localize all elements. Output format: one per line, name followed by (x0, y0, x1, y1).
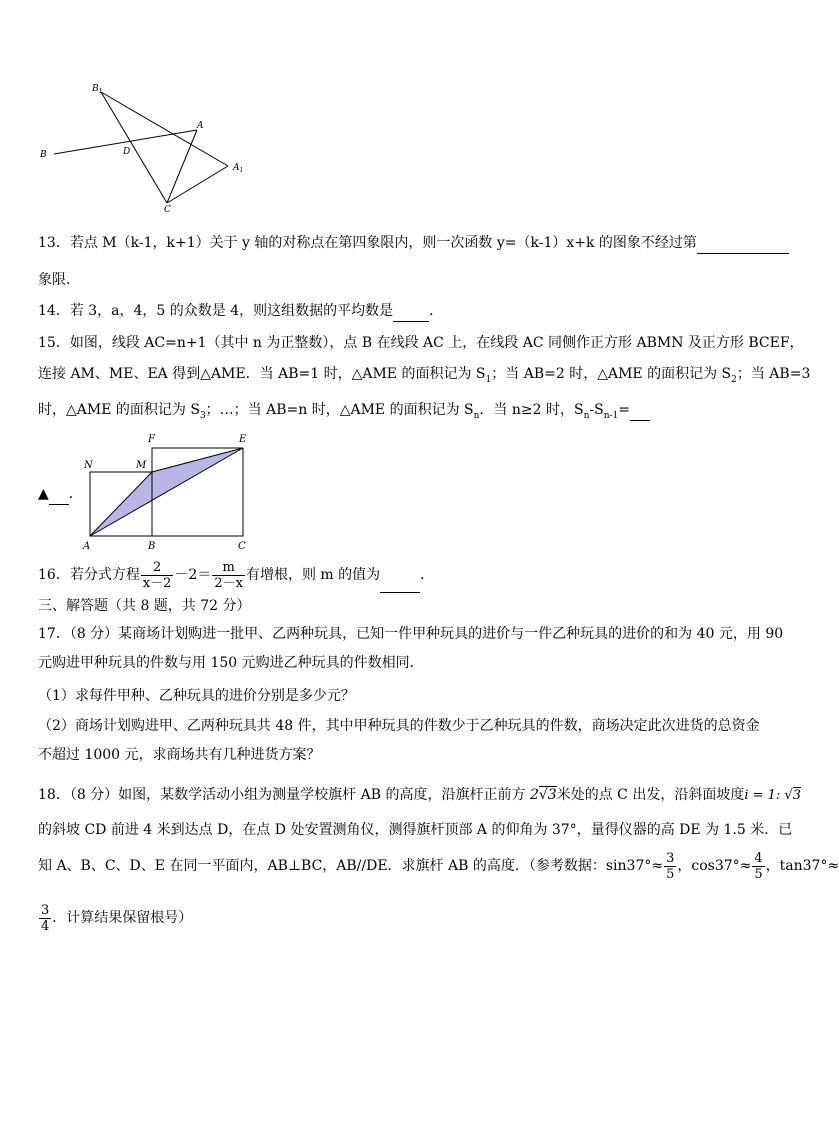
slope-ratio: i = 1: √3 (744, 788, 801, 803)
fraction-4-5: $\frac{4}{5}$ (754, 850, 763, 882)
figure-squares (78, 430, 258, 554)
label-c: C (238, 541, 246, 552)
fraction-2-over-x-2: $\frac{2}{x-2}$ (142, 559, 172, 591)
q14-blank (393, 301, 429, 322)
q17-part2-line1: （2）商场计划购进甲、乙两种玩具共 48 件，其中甲种玩具的件数少于乙种玩具的件数，商场决定此次进货的总资金 (38, 718, 760, 734)
label-b1: $B_1$ (92, 84, 103, 95)
label-d: D (123, 147, 131, 157)
label-f: F (148, 434, 155, 445)
q18-line1: 18．（8 分）如图，某数学活动小组为测量学校旗杆 AB 的高度，沿旗杆正前方 2√3米处的点 C 出发，沿斜面坡度i = 1: √3 (38, 787, 801, 803)
q15-line1: 15．如图，线段 AC=n+1（其中 n 为正整数），点 B 在线段 AC 上，在线段 AC 同侧作正方形 ABMN 及正方形 BCEF， (38, 335, 804, 351)
q13-blank (697, 233, 789, 254)
q14-line: 14．若 3，a，4，5 的众数是 4，则这组数据的平均数是 ． (38, 301, 443, 322)
section-title: 三、解答题（共 8 题，共 72 分） (38, 598, 251, 614)
q16-line: 16．若分式方程 $\frac{2}{x-2}$ －2＝ $\frac{m}{2-x}$ 有增根，则 m 的值为 ． (38, 558, 434, 593)
label-a1: $A_1$ (233, 163, 244, 174)
q13-line1: 13．若点 M（k-1，k+1）关于 y 轴的对称点在第四象限内，则一次函数 y=（k-1）x+k 的图象不经过第 (38, 233, 789, 254)
label-b: B (40, 150, 47, 160)
q15-blank (630, 400, 650, 421)
q17-part1: （1）求每件甲种、乙种玩具的进价分别是多少元？ (38, 688, 355, 704)
q18-line2: 的斜坡 CD 前进 4 米到达点 D，在点 D 处安置测角仪，测得旗杆顶部 A 的仰角为 37°，量得仪器的高 DE 为 1.5 米．已 (38, 822, 793, 838)
segment-a-c (167, 130, 197, 203)
q16-blank (380, 558, 420, 593)
label-e: E (239, 434, 247, 445)
q13-line2: 象限． (38, 272, 80, 288)
q17-line2: 元购进甲种玩具的件数与用 150 元购进乙种玩具的件数相同． (38, 655, 424, 671)
q17-line1: 17．（8 分）某商场计划购进一批甲、乙两种玩具，已知一件甲种玩具的进价与一件乙种玩具的进价的和为 40 元，用 90 (38, 626, 784, 642)
segment-b1-c (101, 92, 167, 203)
figure-triangles (30, 78, 260, 218)
q15-line2: 连接 AM、ME、EA 得到△AME．当 AB=1 时，△AME 的面积记为 $S_1$；当 AB=2 时，△AME 的面积记为 $S_2$；当 AB=3 (38, 366, 811, 385)
triangle-ame (90, 448, 243, 536)
fraction-3-4: $\frac{3}{4}$ (41, 902, 50, 934)
q18-line4: $\frac{3}{4}$ ．计算结果保留根号） (41, 902, 193, 934)
segment-b1-a1 (101, 92, 228, 166)
q17-part2-line2: 不超过 1000 元，求商场共有几种进货方案？ (38, 747, 321, 763)
label-b: B (148, 541, 156, 552)
label-a: A (197, 121, 204, 131)
segment-a1-c (167, 166, 228, 203)
q18-line3: 知 A、B、C、D、E 在同一平面内，AB⊥BC，AB//DE．求旗杆 AB 的高度．（参考数据：sin37°≈ $\frac{3}{5}$ ，cos37°≈ $\frac{4}{5}$ ，tan37°≈ (38, 850, 839, 882)
fraction-3-5: $\frac{3}{5}$ (666, 850, 675, 882)
two-root-three: 2√3 (529, 787, 557, 803)
fraction-m-over-2-x: $\frac{m}{2-x}$ (214, 559, 243, 591)
label-a: A (83, 541, 91, 552)
q15-answer: ▲ ． (38, 484, 83, 505)
label-c: C (164, 205, 171, 215)
label-n: N (84, 460, 93, 471)
label-m: M (136, 460, 147, 471)
q15-line3: 时，△AME 的面积记为 $S_3$；…；当 AB=n 时，△AME 的面积记为 $S_n$．当 n≥2 时，$S_n-S_{n-1}=$ (38, 400, 650, 426)
